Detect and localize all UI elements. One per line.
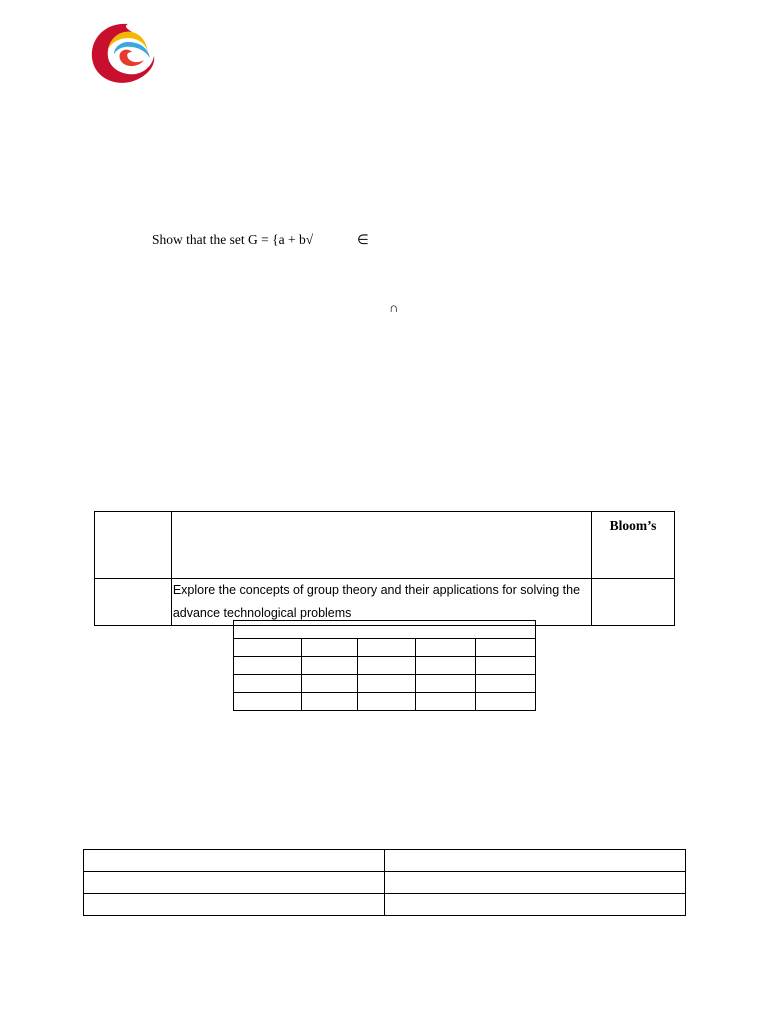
table-cell bbox=[476, 639, 536, 657]
table-row bbox=[234, 639, 536, 657]
table-row bbox=[95, 579, 675, 626]
course-outcome-table bbox=[94, 511, 675, 626]
table-row bbox=[84, 850, 686, 872]
table-cell bbox=[234, 675, 302, 693]
table-cell bbox=[84, 872, 385, 894]
table-cell bbox=[357, 675, 416, 693]
table-cell bbox=[95, 512, 172, 579]
institution-logo-icon bbox=[88, 20, 158, 86]
table-cell bbox=[84, 850, 385, 872]
table-cell bbox=[84, 894, 385, 916]
table-cell bbox=[301, 657, 357, 675]
mapping-table bbox=[233, 620, 536, 711]
table-header-row bbox=[95, 512, 675, 579]
table-row bbox=[234, 621, 536, 639]
signature-table bbox=[83, 849, 686, 916]
table-cell bbox=[416, 693, 476, 711]
table-row bbox=[84, 872, 686, 894]
table-cell bbox=[384, 872, 686, 894]
table-cell bbox=[171, 512, 591, 579]
table-row bbox=[234, 693, 536, 711]
table-cell bbox=[234, 639, 302, 657]
element-of-symbol: ∈ bbox=[357, 232, 369, 247]
table-row bbox=[84, 894, 686, 916]
table-cell bbox=[416, 639, 476, 657]
question-statement: Show that the set G = {a + b√ bbox=[152, 232, 314, 247]
table-cell bbox=[301, 675, 357, 693]
blooms-header: Bloom’s bbox=[592, 512, 675, 579]
table-cell bbox=[476, 693, 536, 711]
table-row bbox=[234, 675, 536, 693]
table-cell bbox=[416, 675, 476, 693]
table-cell bbox=[301, 639, 357, 657]
table-cell bbox=[357, 657, 416, 675]
table-cell bbox=[357, 693, 416, 711]
table-cell bbox=[234, 693, 302, 711]
table-cell bbox=[234, 657, 302, 675]
table-row bbox=[234, 657, 536, 675]
table-cell bbox=[384, 894, 686, 916]
table-cell bbox=[476, 657, 536, 675]
table-cell bbox=[234, 621, 536, 639]
table-cell bbox=[384, 850, 686, 872]
table-cell bbox=[357, 639, 416, 657]
table-cell bbox=[95, 579, 172, 626]
table-cell bbox=[592, 579, 675, 626]
course-outcome-description: Explore the concepts of group theory and their applications for solving the advance technological problems bbox=[171, 579, 591, 626]
intersection-symbol: ∩ bbox=[389, 300, 399, 315]
table-cell bbox=[301, 693, 357, 711]
table-cell bbox=[416, 657, 476, 675]
table-cell bbox=[476, 675, 536, 693]
